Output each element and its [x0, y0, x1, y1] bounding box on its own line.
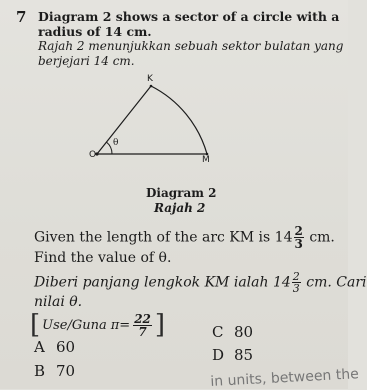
hint-body [40, 313, 155, 338]
question-stem-en-line1: Diagram 2 shows a sector of a circle with a [38, 9, 340, 24]
prompt-en-fraction [294, 225, 304, 250]
question-stem-my-line1: Rajah 2 menunjukkan sebuah sektor bulatan yang [38, 39, 344, 53]
question-stem-en-line2: radius of 14 cm. [38, 24, 152, 39]
radius-OK [97, 86, 151, 154]
prompt-my-unit: cm. Cari [306, 274, 367, 291]
option-b-letter: B [34, 362, 46, 380]
prompt-my-whole: 14 [272, 274, 291, 291]
hint-fraction [133, 313, 152, 338]
question-number: 7 [16, 8, 27, 26]
hint-denominator: 7 [133, 325, 152, 338]
option-c[interactable] [212, 323, 253, 341]
option-d-letter: D [212, 346, 225, 364]
option-c-value: 80 [234, 323, 254, 341]
hint-text: Use/Guna [42, 317, 107, 333]
diagram-caption-my: Rajah 2 [154, 201, 206, 215]
next-page-bleed-text: in units, between the [210, 366, 360, 390]
option-a-value: 60 [56, 338, 76, 356]
prompt-en-numerator: 2 [294, 224, 303, 238]
prompt-en-denominator: 3 [294, 237, 303, 251]
point-K [150, 85, 153, 88]
hint-pi: π= [110, 317, 131, 333]
pi-hint [30, 312, 165, 338]
prompt-my-denominator: 3 [292, 282, 300, 295]
option-b[interactable] [34, 362, 75, 380]
prompt-my-numerator: 2 [292, 270, 300, 283]
prompt-my-text: Diberi panjang lengkok KM ialah [34, 274, 269, 291]
option-d[interactable] [212, 346, 253, 364]
angle-arc [107, 142, 113, 154]
prompt-en-text: Given the length of the arc KM is [34, 229, 271, 246]
hint-right-bracket: ] [154, 310, 166, 340]
option-a[interactable] [34, 338, 75, 356]
arc-KM [151, 86, 207, 154]
label-M: M [202, 155, 210, 165]
option-d-value: 85 [234, 346, 254, 364]
prompt-my-line2: nilai θ. [34, 294, 83, 310]
prompt-en-line2: Find the value of θ. [34, 250, 172, 266]
prompt-my-fraction [292, 271, 301, 294]
label-O: O [89, 150, 97, 160]
hint-left-bracket: [ [30, 310, 41, 340]
hint-numerator: 22 [134, 311, 151, 326]
prompt-my-line1 [34, 271, 367, 294]
prompt-en-whole: 14 [274, 229, 293, 246]
label-theta: θ [113, 138, 119, 148]
option-a-letter: A [34, 338, 45, 356]
option-b-value: 70 [56, 362, 76, 380]
prompt-en-unit: cm. [309, 229, 335, 246]
option-c-letter: C [212, 323, 224, 341]
diagram-caption-en: Diagram 2 [146, 186, 217, 200]
prompt-en-line1 [34, 225, 335, 250]
label-K: K [147, 74, 153, 84]
question-stem-my-line2: berjejari 14 cm. [38, 54, 135, 68]
